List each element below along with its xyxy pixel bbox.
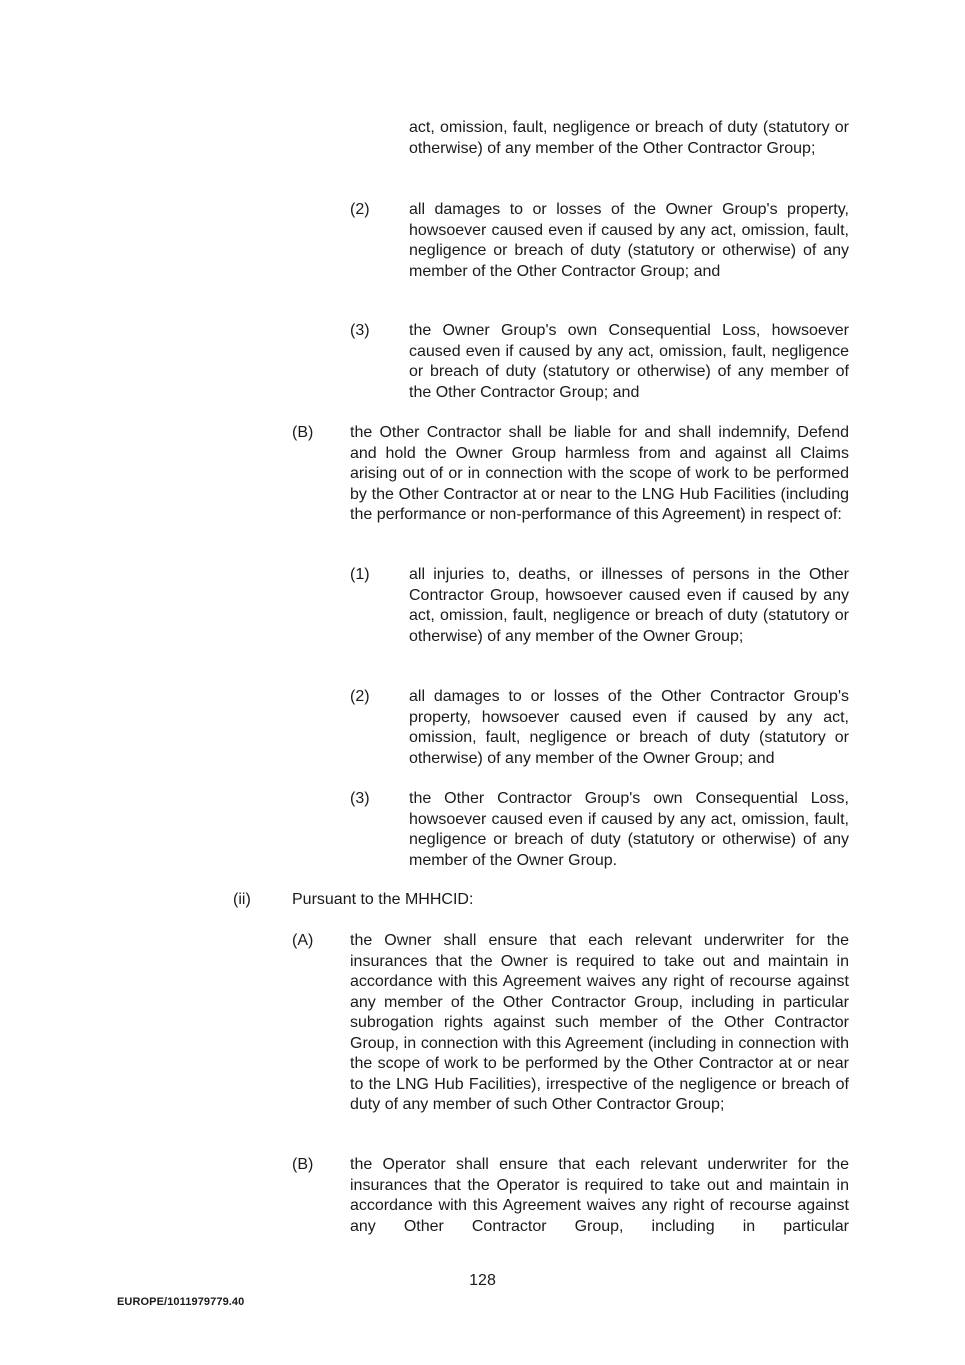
clause-text: all damages to or losses of the Owner Group's property, howsoever caused even if caused by any act, omission, fault, negligence or breach of duty (statutory or otherwise) of any member of the Other Contractor Group; and	[409, 201, 849, 280]
clause-text: all injuries to, deaths, or illnesses of persons in the Other Contractor Group, howsoever caused even if caused by any act, omission, fault, negligence or breach of duty (statutory or otherwise) of any member of the Owner Group;	[409, 566, 849, 645]
clause-number: (B)	[292, 1156, 314, 1173]
clause-text: the Other Contractor shall be liable for and shall indemnify, Defend and hold the Owner Group harmless from and against all Claims arising out of or in connection with the scope of work to be performed by the Other Contractor at or near to the LNG Hub Facilities (including the performance or non-performance of this Agreement) in respect of:	[350, 424, 849, 523]
clause-number: (B)	[292, 424, 314, 441]
clause-number: (2)	[350, 201, 370, 218]
clause-number: (3)	[350, 790, 370, 807]
clause-continuation: act, omission, fault, negligence or breach of duty (statutory or otherwise) of any member of the Other Contractor Group;	[409, 119, 849, 157]
clause-number: (2)	[350, 688, 370, 705]
clause-text: the Operator shall ensure that each relevant underwriter for the insurances that the Operator is required to take out and maintain in accordance with this Agreement waives any right of recourse against any Other Contractor Group, including in particular	[350, 1156, 849, 1235]
clause-number: (3)	[350, 322, 370, 339]
clause-number: (ii)	[233, 891, 251, 908]
clause-text: Pursuant to the MHHCID:	[292, 891, 474, 908]
clause-text: all damages to or losses of the Other Contractor Group's property, howsoever caused even if caused by any act, omission, fault, negligence or breach of duty (statutory or otherwise) of any member of the Owner Group; and	[409, 688, 849, 767]
document-reference: EUROPE/1011979779.40	[117, 1296, 245, 1308]
clause-number: (A)	[292, 932, 314, 949]
clause-text: the Owner Group's own Consequential Loss, howsoever caused even if caused by any act, omission, fault, negligence or breach of duty (statutory or otherwise) of any member of the Other Contractor Group; and	[409, 322, 849, 401]
page-number: 128	[469, 1272, 496, 1289]
clause-text: the Other Contractor Group's own Consequential Loss, howsoever caused even if caused by any act, omission, fault, negligence or breach of duty (statutory or otherwise) of any member of the Owner Group.	[409, 790, 849, 869]
clause-text: the Owner shall ensure that each relevant underwriter for the insurances that the Owner is required to take out and maintain in accordance with this Agreement waives any right of recourse against any member of the Other Contractor Group, including in particular subrogation rights against such member of the Other Contractor Group, in connection with this Agreement (including in connection with the scope of work to be performed by the Other Contractor at or near to the LNG Hub Facilities), irrespective of the negligence or breach of duty of any member of such Other Contractor Group;	[350, 932, 849, 1113]
clause-number: (1)	[350, 566, 370, 583]
